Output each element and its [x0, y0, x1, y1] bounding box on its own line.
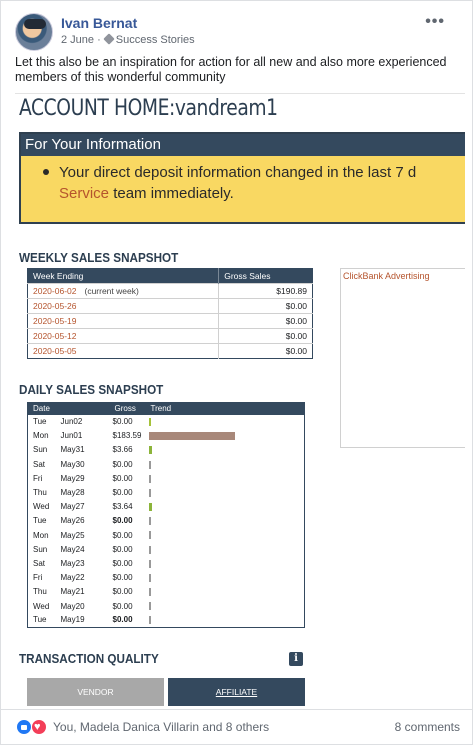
table-row — [28, 599, 305, 613]
daily-gross: $0.00 — [112, 530, 133, 540]
daily-gross: $0.00 — [112, 587, 133, 597]
daily-trend — [146, 599, 305, 613]
post-date[interactable]: 2 June — [61, 34, 95, 46]
daily-date: May24 — [60, 544, 85, 554]
avatar[interactable] — [15, 13, 53, 51]
daily-day: Sat — [33, 459, 46, 469]
trend-bar — [149, 602, 151, 610]
love-reaction-icon[interactable] — [31, 719, 47, 735]
more-options-button[interactable]: ••• — [425, 13, 445, 30]
trend-bar — [149, 517, 151, 525]
daily-day: Mon — [33, 530, 49, 540]
trend-bar — [149, 531, 151, 539]
table-row — [28, 299, 313, 314]
weekly-sales-title: WEEKLY SALES SNAPSHOT — [19, 250, 179, 265]
table-row — [28, 415, 305, 429]
daily-gross: $3.64 — [112, 502, 133, 512]
daily-gross: $0.00 — [112, 488, 133, 498]
daily-gross: $0.00 — [112, 601, 133, 611]
daily-date: May27 — [60, 502, 85, 512]
info-notice-body — [21, 156, 465, 222]
daily-day: Wed — [33, 502, 50, 512]
daily-trend — [146, 485, 305, 499]
daily-gross: $0.00 — [112, 516, 133, 526]
daily-date: May22 — [60, 573, 85, 583]
trend-bar — [149, 574, 151, 582]
daily-day: Thu — [33, 488, 47, 498]
daily-gross: $0.00 — [112, 417, 133, 427]
table-row — [28, 344, 313, 359]
post-header — [15, 13, 455, 53]
bullet-icon — [43, 169, 49, 175]
trend-bar — [149, 461, 151, 469]
table-row — [28, 542, 305, 556]
trend-bar — [149, 446, 152, 454]
table-row — [28, 471, 305, 485]
daily-gross: $183.59 — [112, 431, 142, 441]
daily-date: May20 — [60, 601, 85, 611]
daily-day: Tue — [33, 516, 47, 526]
daily-header-gross: Gross — [110, 403, 146, 415]
daily-sales-title: DAILY SALES SNAPSHOT — [19, 382, 164, 397]
account-home-title — [19, 96, 278, 121]
table-row — [28, 443, 305, 457]
daily-trend — [146, 613, 305, 627]
trend-bar — [149, 546, 151, 554]
daily-day: Tue — [33, 417, 47, 427]
daily-trend — [146, 500, 305, 514]
daily-date: May28 — [60, 488, 85, 498]
week-date-link[interactable]: 2020-05-12 — [28, 329, 219, 344]
avatar-sunglasses — [24, 19, 46, 29]
table-row — [28, 613, 305, 627]
daily-gross: $0.00 — [112, 558, 133, 568]
daily-day: Fri — [33, 573, 43, 583]
tag-icon — [103, 33, 114, 44]
daily-date: May26 — [60, 516, 85, 526]
daily-trend — [146, 415, 305, 429]
transaction-quality-title: TRANSACTION QUALITY — [19, 651, 159, 666]
table-row — [28, 500, 305, 514]
week-amount: $0.00 — [219, 344, 313, 359]
week-date-link[interactable]: 2020-05-05 — [28, 344, 219, 359]
info-line-1: Your direct deposit information changed in the last 7 d — [59, 164, 417, 181]
table-row — [28, 528, 305, 542]
daily-gross: $0.00 — [112, 573, 133, 583]
service-link[interactable]: Service — [59, 185, 110, 202]
current-week-label: (current week) — [84, 286, 139, 296]
daily-date: May25 — [60, 530, 85, 540]
week-amount: $190.89 — [219, 284, 313, 299]
post-topic[interactable]: Success Stories — [115, 34, 195, 46]
advertising-box — [340, 268, 465, 448]
trend-bar — [149, 418, 151, 426]
trend-bar — [149, 432, 235, 440]
daily-trend — [146, 457, 305, 471]
daily-gross: $0.00 — [112, 615, 133, 625]
trend-bar — [149, 588, 151, 596]
daily-gross: $3.66 — [112, 445, 133, 455]
author-name[interactable]: Ivan Bernat — [61, 15, 138, 31]
trend-bar — [149, 616, 151, 624]
table-row — [28, 284, 313, 299]
tab-affiliate[interactable]: AFFILIATE — [168, 678, 305, 706]
trend-bar — [149, 560, 151, 568]
daily-trend — [146, 542, 305, 556]
account-username: vandream1 — [174, 96, 278, 121]
table-row — [28, 514, 305, 528]
daily-date: Jun02 — [60, 417, 83, 427]
week-date-link[interactable]: 2020-06-02 — [33, 286, 77, 296]
table-row — [28, 457, 305, 471]
table-row — [28, 485, 305, 499]
daily-date: May30 — [60, 459, 85, 469]
table-row — [28, 429, 305, 443]
daily-day: Sun — [33, 445, 48, 455]
trend-bar — [149, 475, 151, 483]
week-amount: $0.00 — [219, 329, 313, 344]
advertising-label[interactable]: ClickBank Advertising — [343, 271, 430, 281]
tab-vendor[interactable]: VENDOR — [27, 678, 164, 706]
daily-day: Sat — [33, 558, 46, 568]
daily-header-trend: Trend — [146, 403, 305, 415]
daily-trend — [146, 556, 305, 570]
info-icon[interactable]: i — [289, 652, 303, 666]
daily-gross: $0.00 — [112, 473, 133, 483]
trend-bar — [149, 503, 152, 511]
daily-sales-table — [27, 402, 305, 628]
table-row — [28, 329, 313, 344]
table-row — [28, 571, 305, 585]
daily-trend — [146, 429, 305, 443]
daily-day: Sun — [33, 544, 48, 554]
post-meta: 2 June · Success Stories — [61, 34, 195, 46]
quality-tabs — [27, 678, 305, 706]
week-amount: $0.00 — [219, 299, 313, 314]
weekly-sales-table — [27, 268, 313, 359]
account-title-prefix: ACCOUNT HOME: — [19, 96, 175, 121]
post-footer — [1, 709, 473, 745]
daily-gross: $0.00 — [112, 544, 133, 554]
comments-count[interactable]: 8 comments — [394, 720, 460, 734]
like-reaction-icon[interactable] — [16, 719, 32, 735]
info-notice-header: For Your Information — [21, 134, 465, 156]
daily-trend — [146, 471, 305, 485]
daily-day: Fri — [33, 473, 43, 483]
week-amount: $0.00 — [219, 314, 313, 329]
daily-trend — [146, 585, 305, 599]
daily-date: May21 — [60, 587, 85, 597]
daily-date: Jun01 — [60, 431, 83, 441]
daily-trend — [146, 514, 305, 528]
week-date-link[interactable]: 2020-05-19 — [28, 314, 219, 329]
weekly-header-gross: Gross Sales — [219, 269, 313, 284]
daily-trend — [146, 528, 305, 542]
daily-date: May29 — [60, 473, 85, 483]
daily-trend — [146, 443, 305, 457]
weekly-header-week: Week Ending — [28, 269, 219, 284]
info-notice — [19, 132, 465, 224]
trend-bar — [149, 489, 151, 497]
daily-gross: $0.00 — [112, 459, 133, 469]
daily-header-date: Date — [28, 403, 110, 415]
shared-screenshot[interactable] — [15, 93, 465, 709]
daily-day: Thu — [33, 587, 47, 597]
info-line-2: team immediately. — [109, 185, 234, 202]
reactions-summary[interactable]: You, Madela Danica Villarin and 8 others — [53, 720, 270, 734]
table-row — [28, 585, 305, 599]
table-row — [28, 556, 305, 570]
daily-date: May31 — [60, 445, 85, 455]
table-row — [28, 314, 313, 329]
daily-day: Tue — [33, 615, 47, 625]
daily-date: May19 — [60, 615, 85, 625]
daily-day: Wed — [33, 601, 50, 611]
daily-date: May23 — [60, 558, 85, 568]
daily-trend — [146, 571, 305, 585]
post-text: Let this also be an inspiration for action for all new and also more experienced members of this wonderful community — [15, 55, 447, 84]
daily-day: Mon — [33, 431, 49, 441]
week-date-link[interactable]: 2020-05-26 — [28, 299, 219, 314]
